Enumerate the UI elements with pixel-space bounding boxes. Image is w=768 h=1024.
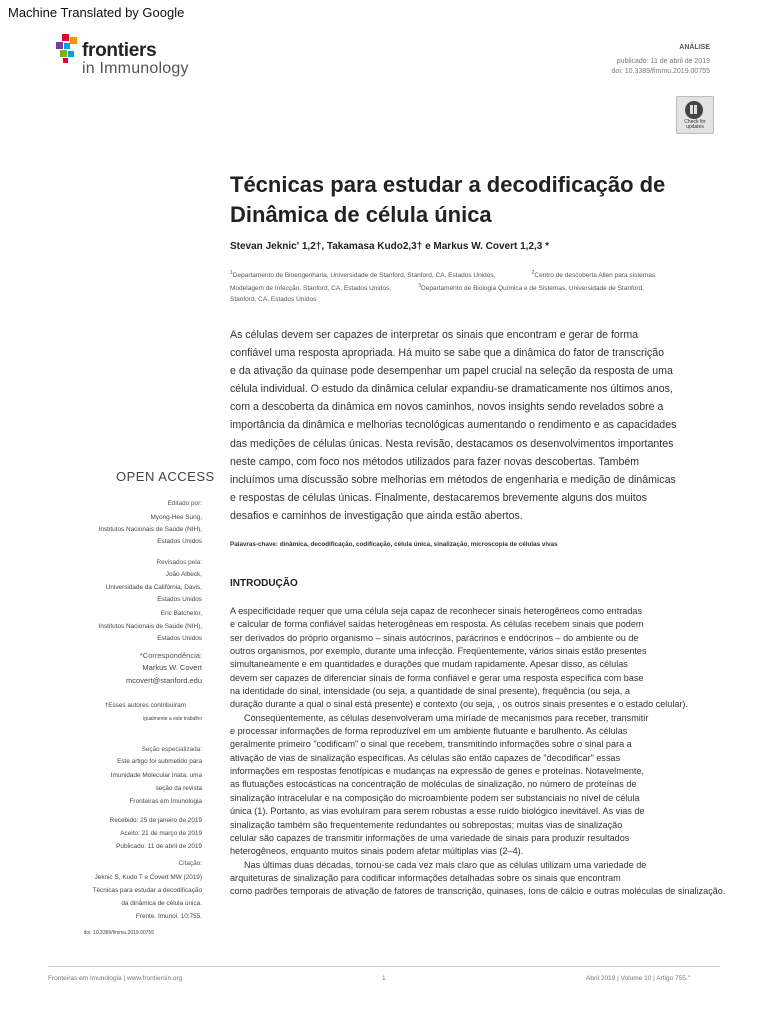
affiliation: Modelagem de Infecção, Stanford, CA, Estados Unidos, <box>230 285 392 293</box>
body-line: simultaneamente e em quantidades e durações que mudam rapidamente. Apesar disso, as células <box>230 659 628 670</box>
editor-line: Estados Unidos <box>157 538 202 545</box>
body-line: e calcular de forma confiável saídas heterogêneas em resposta. As células recebem sinais que podem <box>230 619 644 630</box>
logo-brand: frontiers <box>82 40 157 61</box>
reviewer-line: Institutos Nacionais de Saúde (NIH), <box>98 623 202 630</box>
abstract-line: e da ativação da quinase pode desempenhar um papel crucial na seleção da resposta de uma <box>230 365 673 378</box>
body-text <box>230 605 765 899</box>
abstract-line: neste campo, com foco nos métodos utilizados para fazer novas descobertas. Também <box>230 455 640 468</box>
frontiers-logo-icon <box>56 34 80 64</box>
correspondence-label: *Correspondência: <box>139 651 202 660</box>
section-line: Imunidade Molecular Inata, uma <box>110 772 202 779</box>
body-line: as flutuações estocásticas na concentração de moléculas de sinalização, no número de proteínas de <box>230 779 637 790</box>
affiliation: Centro de descoberta Allen para sistemas <box>534 272 656 280</box>
citation-label: Citação: <box>178 860 202 867</box>
abstract-line: As células devem ser capazes de interpretar os sinais que encontram e gerar de forma <box>230 329 639 341</box>
reviewer-line: Estados Unidos <box>157 635 202 642</box>
editor-line: Institutos Nacionais de Saúde (NIH), <box>98 526 202 533</box>
affiliation: Stanford, CA, Estados Unidos <box>230 296 317 304</box>
title-line: Técnicas para estudar a decodificação de <box>230 172 666 197</box>
body-line: Nas últimas duas décadas, tornou-se cada vez mais claro que as células utilizam uma variedade de <box>244 859 647 870</box>
edited-by-label: Editado por: <box>167 500 202 507</box>
reviewer-line: Universidade da Califórnia, Davis, <box>105 584 202 591</box>
published-date: publicado: 11 de abril de 2019 <box>616 58 710 65</box>
body-line: sinalização também são frequentemente redundantes ou sobrepostas; muitas vias de sinalização <box>230 819 623 830</box>
bookmark-icon <box>685 101 703 119</box>
citation-line: da dinâmica de célula única. <box>121 900 202 907</box>
section-line: Fronteiras em Imunologia <box>129 798 202 805</box>
abstract-line: incluímos uma discussão sobre melhorias em métodos de engenharia e medição de dinâmicas <box>230 473 676 486</box>
check-updates-line2: updates <box>686 124 704 130</box>
affiliation-number: 2 <box>531 270 535 276</box>
body-line: arquiteturas de sinalização para codificar informações detalhadas sobre os sinais que encontram <box>230 872 621 883</box>
body-line: como padrões temporais de ativação de fatores de transcrição, quinases, íons de cálcio e outras moléculas de sinalização. <box>230 886 726 897</box>
logo-journal: in Immunology <box>82 60 189 77</box>
abstract-line: célula individual. O estudo da dinâmica celular expandiu-se dramaticamente nos últimos anos, <box>230 383 673 396</box>
section-line: Este artigo foi submetido para <box>117 758 202 765</box>
abstract-line: desafios e caminhos de investigação que ainda estão abertos. <box>230 509 523 522</box>
section-line: seção da revista <box>155 785 202 792</box>
citation-line: Jeknic S, Kudo T e Covert MW (2019) <box>94 874 202 881</box>
footer-journal-link[interactable]: Fronteiras em Imunologia | www.frontiersin.org <box>48 975 183 982</box>
article-doi[interactable]: doi: 10.3389/fimmu.2019.00755 <box>611 68 710 75</box>
open-access-label: OPEN ACCESS <box>116 469 215 484</box>
footer-issue-info: Abril 2019 | Volume 10 | Artigo 755." <box>586 975 690 982</box>
body-line: A especificidade requer que uma célula seja capaz de reconhecer sinais heterogêneos como entradas <box>230 606 643 616</box>
abstract-line: e respostas de células únicas. Finalmente, destacaremos brevemente alguns dos muitos <box>230 491 647 504</box>
affiliation: Departamento de Bioengenharia, Universidade de Stanford, Stanford, CA, Estados Unidos, <box>232 272 496 280</box>
reviewed-by-label: Revisados pela: <box>156 559 202 566</box>
article-type: ANÁLISE <box>679 44 710 51</box>
body-line: devem ser capazes de diferenciar sinais de forma confiável e gerar uma resposta específica com base <box>230 672 644 683</box>
reviewer-line: Eric Batchelor, <box>160 610 202 617</box>
abstract-line: das medições de células únicas. Nesta revisão, destacamos os desenvolvimentos importantes <box>230 437 674 450</box>
citation-doi[interactable]: doi: 10.3389/fimmu.2019.00755 <box>83 930 154 936</box>
correspondence-name: Markus W. Covert <box>142 663 202 672</box>
body-line: Conseqüentemente, as células desenvolveram uma miríade de mecanismos para receber, transmitir <box>244 712 649 723</box>
affiliations <box>230 268 710 305</box>
equal-contribution-note: igualmente a este trabalho <box>143 716 202 722</box>
abstract <box>230 326 720 525</box>
body-line: outros organismos, por exemplo, durante uma infecção. Freqüentemente, vários sinais estão presentes <box>230 646 647 657</box>
citation-line: Frente. Imunol. 10:755. <box>135 913 202 920</box>
keywords: Palavras-chave: dinâmica, decodificação, codificação, célula única, sinalização, microscopia de células vivas <box>230 541 558 548</box>
abstract-line: confiável uma resposta apropriada. Há muito se sabe que a dinâmica do fator de transcrição <box>230 347 664 360</box>
abstract-line: com a descoberta da dinâmica em novos caminhos, novos insights sendo revelados sobre a <box>230 401 664 414</box>
body-line: ativação de vias de sinalização específicas. As células são então capazes de "decodificar" essas <box>230 752 621 763</box>
correspondence-email[interactable]: mcovert@stanford.edu <box>126 676 202 685</box>
page-number: 1 <box>382 975 386 982</box>
reviewer-line: Estados Unidos <box>157 596 202 603</box>
body-line: heterogêneos, enquanto muitos sinais podem afetar múltiplas vias (2–4). <box>230 846 524 857</box>
check-for-updates-button[interactable] <box>676 96 714 134</box>
body-line: duração durante a qual o sinal está presente) e contexto (ou seja, , os outros sinais presentes e o estado celular). <box>230 699 688 710</box>
affiliation-number: 3 <box>418 283 422 290</box>
body-line: informações em respostas fenotípicas e mudanças na expressão de genes e proteínas. Notavelmente, <box>230 766 645 777</box>
published-date-side: Publicado: 11 de abril de 2019 <box>116 843 202 850</box>
author-list: Stevan Jeknic' 1,2†, Takamasa Kudo2,3† e Markus W. Covert 1,2,3 * <box>230 241 550 252</box>
section-label: Seção especializada: <box>141 746 202 753</box>
footer-divider <box>48 966 720 967</box>
translation-banner: Machine Translated by Google <box>8 5 185 20</box>
reviewer-line: João Albeck, <box>165 571 202 578</box>
equal-contribution-note: †Esses autores contribuíram <box>104 702 186 709</box>
section-heading-introduction: INTRODUÇÃO <box>230 578 298 589</box>
abstract-line: importância da dinâmica e melhorias tecnológicas aumentando o rendimento e as capacidades <box>230 419 677 432</box>
body-line: ser derivados do próprio organismo – sinais autócrinos, parácrinos e endócrinos – do ambiente ou de <box>230 632 639 643</box>
title-line: Dinâmica de célula única <box>230 202 492 227</box>
received-date: Recebido: 25 de janeiro de 2019 <box>109 817 202 824</box>
affiliation: Departamento de Biologia Química e de Sistemas, Universidade de Stanford, <box>421 285 644 293</box>
body-line: na identidade do sinal, intensidade (ou seja, a quantidade de sinal presente), frequência (ou seja, a <box>230 686 630 697</box>
editor-line: Myong-Hee Sung, <box>150 514 202 521</box>
body-line: única (1). Portanto, as vias evoluíram para serem robustas a esse ruído biológico inevitável. As vias de <box>230 806 645 817</box>
body-line: e processar informações de forma reproduzível em um ambiente flutuante e barulhento. As células <box>230 726 628 737</box>
body-line: geralmente primeiro "codificam" o sinal que recebem, transmitindo informações sobre o sinal para a <box>230 739 632 750</box>
article-title <box>230 170 730 230</box>
citation-line: Técnicas para estudar a decodificação <box>92 887 202 894</box>
affiliation-number: 1 <box>230 270 233 276</box>
check-updates-line1: Check for <box>684 119 706 125</box>
body-line: celular são capazes de transmitir informações de uma variedade de sinais para produzir resultados <box>230 832 630 843</box>
body-line: sinalização intracelular e na composição do microambiente podem ser substanciais no nível de célula <box>230 792 640 803</box>
accepted-date: Aceito: 21 de março de 2019 <box>120 830 202 837</box>
